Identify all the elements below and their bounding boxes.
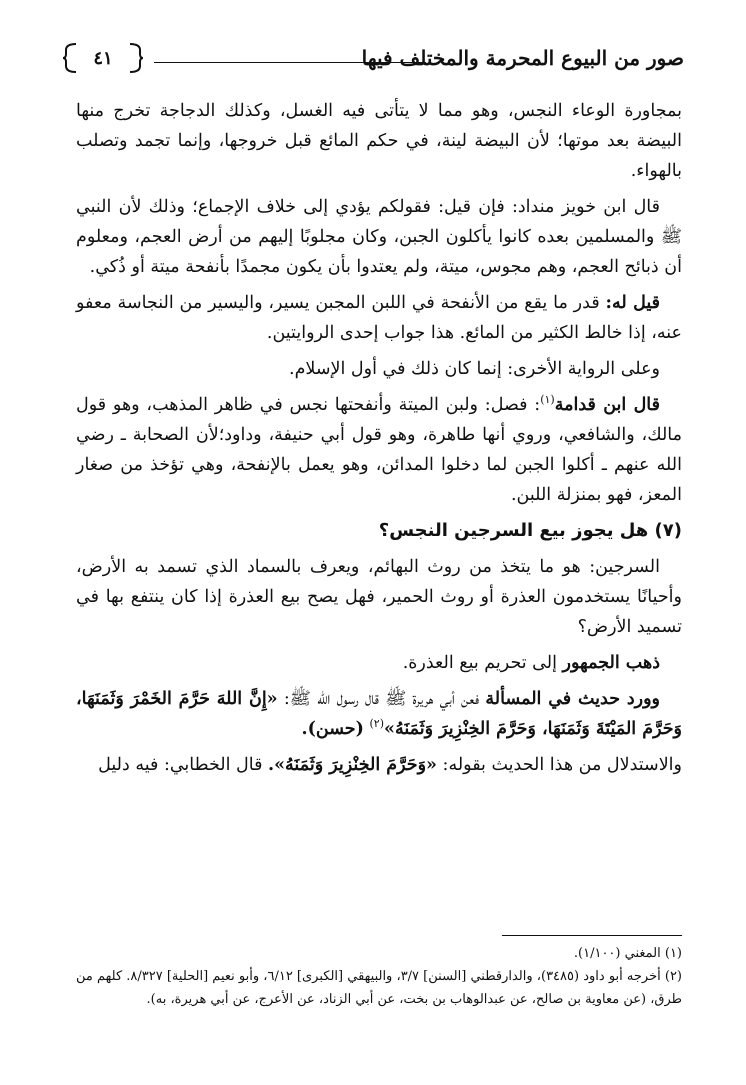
paragraph-9-quote: «وَحَرَّمَ الخِنْزِيرَ وَثَمَنَهُ». bbox=[268, 755, 437, 775]
hadith-grade: (حسن). bbox=[301, 719, 364, 739]
hadith-quote: «إِنَّ اللهَ حَرَّمَ الخَمْرَ وَثَمَنَهَا، وَحَرَّمَ المَيْتَةَ وَثَمَنَهَا، وَحَرَّمَ الخِنْزِيرَ وَثَمَنَهُ» bbox=[76, 689, 682, 739]
section-heading: (٧) هل يجوز بيع السرجين النجس؟ bbox=[378, 520, 682, 541]
running-title: صور من البيوع المحرمة والمختلف فيها bbox=[361, 46, 684, 70]
footnotes bbox=[76, 942, 682, 1011]
paragraph-7-lead: ذهب الجمهور bbox=[562, 653, 660, 673]
footnote-rule bbox=[502, 935, 682, 936]
header-rule bbox=[154, 62, 426, 63]
paragraph-5-text: : فصل: ولبن الميتة وأنفحتها نجس في ظاهر المذهب، وهو قول مالك، والشافعي، وروي أنها طاهرة، وهو قول أبي حنيفة، وداود؛لأن الصحابة ـ رضي الله عنهم ـ أكلوا الجبن لما دخلوا المدائن، وهو يعمل بالإنفحة، وهي تؤخذ من صغار المعز، فهو بمنزلة اللبن. bbox=[76, 395, 682, 505]
paragraph-1: بمجاورة الوعاء النجس، وهو مما لا يتأتى فيه الغسل، وكذلك الدجاجة تخرج منها البيضة بعد موتها؛ لأن البيضة لينة، في حكم المائع قبل خروجها، وإنما تجمد وتصلب بالهواء. bbox=[76, 101, 682, 181]
page-number: ٤١ bbox=[93, 47, 113, 69]
paragraph-2: قال ابن خويز منداد: فإن قيل: فقولكم يؤدي إلى خلاف الإجماع؛ وذلك لأن النبي ﷺ والمسلمين بعده كانوا يأكلون الجبن، وكان مجلوبًا إليهم من أرض العجم، ومعلوم أن ذبائح العجم، وهم مجوس، ميتة، ولم يعتدوا بأن يكون مجمدًا بأنفحة ميتة أو ذُكي. bbox=[76, 197, 682, 277]
paragraph-8 bbox=[76, 684, 682, 744]
paragraph-9 bbox=[76, 750, 682, 780]
paragraph-4: وعلى الرواية الأخرى: إنما كان ذلك في أول الإسلام. bbox=[289, 359, 660, 379]
paragraph-3-lead: قيل له: bbox=[605, 293, 660, 313]
footnote-2: (٢) أخرجه أبو داود (٣٤٨٥)، والدارقطني [السنن] ٣/٧، والبيهقي [الكبرى] ٦/١٢، وأبو نعيم [الحلية] ٨/٣٢٧. كلهم من طرق، (عن معاوية بن صالح، عن عبدالوهاب بن بخت، عن أبي الزناد، عن الأعرج، عن أبي هريرة، به). bbox=[76, 969, 682, 1007]
paragraph-3 bbox=[76, 288, 682, 348]
footnote-ref-2[interactable]: (٢) bbox=[369, 717, 384, 731]
paragraph-7 bbox=[76, 648, 682, 678]
page-number-badge bbox=[62, 40, 144, 76]
paragraph-5 bbox=[76, 390, 682, 510]
footnote-ref-1[interactable]: (١) bbox=[540, 393, 555, 407]
paragraph-7-text: إلى تحريم بيع العذرة. bbox=[402, 653, 563, 673]
paragraph-9-end: قال الخطابي: فيه دليل bbox=[98, 755, 269, 775]
paragraph-8-lead: وورد حديث في المسألة bbox=[485, 689, 660, 709]
body-text bbox=[76, 96, 682, 786]
page-header bbox=[62, 40, 684, 80]
paragraph-3-text: قدر ما يقع من الأنفحة في اللبن المجبن يسير، واليسير من النجاسة معفو عنه، إذا خالط الكثير من المائع. هذا جواب إحدى الروايتين. bbox=[76, 293, 682, 343]
footnote-1: (١) المغني (١/١٠٠). bbox=[573, 946, 682, 961]
paragraph-5-lead: قال ابن قدامة bbox=[554, 395, 660, 415]
paragraph-6: السرجين: هو ما يتخذ من روث البهائم، ويعرف بالسماد الذي تسمد به الأرض، وأحيانًا يستخدمون العذرة أو روث الحمير، فهل يصح بيع العذرة إذا كان ينتفع بها في تسميد الأرض؟ bbox=[76, 557, 682, 637]
paragraph-9-start: والاستدلال من هذا الحديث بقوله: bbox=[436, 755, 682, 775]
paragraph-8-text: فعن أبي هريرة ﷺ قال رسول الله ﷺ: bbox=[277, 689, 486, 709]
